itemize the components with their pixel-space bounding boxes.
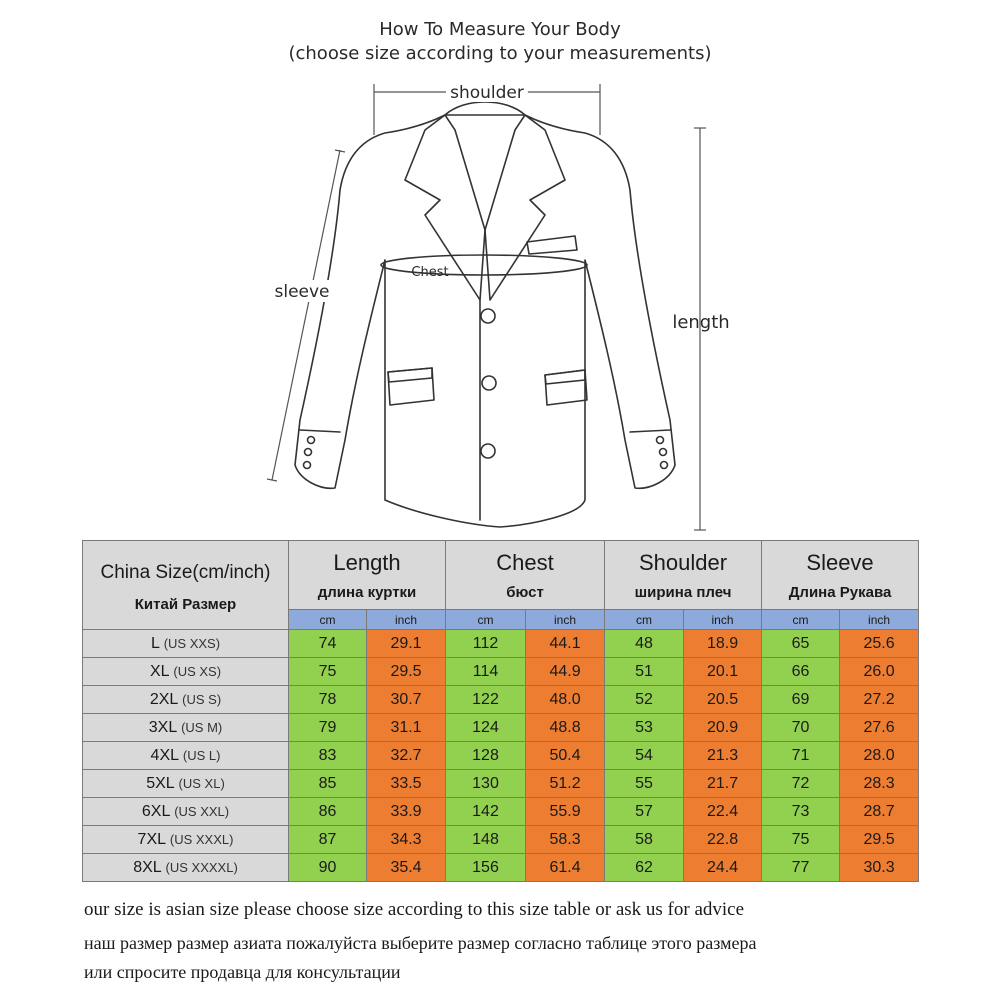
table-row <box>83 630 919 658</box>
inch-value-cell: 48.0 <box>526 686 605 714</box>
size-cell <box>83 742 289 770</box>
us-size-label: (US M) <box>181 719 223 735</box>
cm-value-cell: 78 <box>289 686 367 714</box>
cm-value-cell: 65 <box>762 630 840 658</box>
inch-value-cell: 28.0 <box>840 742 919 770</box>
inch-value-cell: 20.5 <box>684 686 762 714</box>
china-size-sublabel: Китай Размер <box>134 595 237 613</box>
inch-value-cell: 44.1 <box>526 630 605 658</box>
inch-value-cell: 24.4 <box>684 854 762 882</box>
cm-value-cell: 142 <box>446 798 526 826</box>
inch-value-cell: 29.1 <box>367 630 446 658</box>
table-row <box>83 798 919 826</box>
cm-value-cell: 70 <box>762 714 840 742</box>
cm-value-cell: 62 <box>605 854 684 882</box>
us-size-label: (US XXL) <box>174 803 230 819</box>
size-cell <box>83 798 289 826</box>
unit-cm: cm <box>605 610 684 630</box>
inch-value-cell: 29.5 <box>840 826 919 854</box>
size-label: XL <box>149 662 169 680</box>
cm-value-cell: 66 <box>762 658 840 686</box>
right-pocket <box>545 370 587 405</box>
cm-value-cell: 83 <box>289 742 367 770</box>
cm-value-cell: 85 <box>289 770 367 798</box>
cm-value-cell: 124 <box>446 714 526 742</box>
inch-value-cell: 18.9 <box>684 630 762 658</box>
size-label: 5XL <box>146 774 175 792</box>
table-row <box>83 658 919 686</box>
inch-value-cell: 26.0 <box>840 658 919 686</box>
jacket-outline <box>295 115 675 527</box>
inch-value-cell: 28.7 <box>840 798 919 826</box>
table-row <box>83 770 919 798</box>
length-label: length <box>672 312 730 333</box>
cm-value-cell: 77 <box>762 854 840 882</box>
inch-value-cell: 48.8 <box>526 714 605 742</box>
inch-value-cell: 22.4 <box>684 798 762 826</box>
cm-value-cell: 71 <box>762 742 840 770</box>
size-cell <box>83 854 289 882</box>
table-row <box>83 714 919 742</box>
cm-value-cell: 58 <box>605 826 684 854</box>
inch-value-cell: 32.7 <box>367 742 446 770</box>
cm-value-cell: 51 <box>605 658 684 686</box>
cm-value-cell: 75 <box>289 658 367 686</box>
inch-value-cell: 61.4 <box>526 854 605 882</box>
inch-value-cell: 30.7 <box>367 686 446 714</box>
note-russian-line-1: наш размер размер азиата пожалуйста выберите размер согласно таблице этого размера <box>84 933 757 953</box>
note-english: our size is asian size please choose size according to this size table or ask us for advice <box>84 899 745 920</box>
table-row <box>83 854 919 882</box>
inch-value-cell: 35.4 <box>367 854 446 882</box>
unit-inch: inch <box>684 610 762 630</box>
cm-value-cell: 73 <box>762 798 840 826</box>
size-cell <box>83 658 289 686</box>
left-cuff <box>300 430 340 432</box>
size-cell <box>83 826 289 854</box>
size-label: 3XL <box>148 718 177 736</box>
inch-value-cell: 29.5 <box>367 658 446 686</box>
us-size-label: (US XL) <box>178 775 225 791</box>
us-size-label: (US L) <box>182 747 221 763</box>
cm-value-cell: 69 <box>762 686 840 714</box>
size-label: 4XL <box>150 746 179 764</box>
left-pocket <box>388 368 434 405</box>
size-label: 2XL <box>149 690 178 708</box>
us-size-label: (US S) <box>182 691 222 707</box>
table-row <box>83 686 919 714</box>
size-table <box>82 540 919 882</box>
cm-value-cell: 128 <box>446 742 526 770</box>
table-row <box>83 826 919 854</box>
right-pocket-flap <box>545 370 585 384</box>
size-label: 8XL <box>133 858 162 876</box>
right-cuff <box>630 430 670 432</box>
cm-value-cell: 112 <box>446 630 526 658</box>
us-size-label: (US XXXL) <box>169 831 234 847</box>
us-size-label: (US XS) <box>173 663 222 679</box>
china-size-header <box>83 541 289 630</box>
inch-value-cell: 58.3 <box>526 826 605 854</box>
size-cell <box>83 770 289 798</box>
cm-value-cell: 54 <box>605 742 684 770</box>
length-header: Length длина куртки <box>289 541 446 610</box>
cm-value-cell: 156 <box>446 854 526 882</box>
cm-value-cell: 48 <box>605 630 684 658</box>
inch-value-cell: 33.5 <box>367 770 446 798</box>
unit-cm: cm <box>446 610 526 630</box>
unit-cm: cm <box>289 610 367 630</box>
inch-value-cell: 28.3 <box>840 770 919 798</box>
size-label: 6XL <box>141 802 170 820</box>
cm-value-cell: 87 <box>289 826 367 854</box>
unit-inch: inch <box>526 610 605 630</box>
cm-value-cell: 114 <box>446 658 526 686</box>
size-label: L <box>150 634 160 652</box>
inch-value-cell: 33.9 <box>367 798 446 826</box>
chest-label: Chest <box>411 265 449 280</box>
inch-value-cell: 44.9 <box>526 658 605 686</box>
note-russian-line-2: или спросите продавца для консультации <box>84 962 401 982</box>
cm-value-cell: 72 <box>762 770 840 798</box>
cm-value-cell: 53 <box>605 714 684 742</box>
inch-value-cell: 22.8 <box>684 826 762 854</box>
title-line-2: (choose size according to your measurements) <box>288 43 712 64</box>
cm-value-cell: 55 <box>605 770 684 798</box>
inch-value-cell: 21.7 <box>684 770 762 798</box>
inch-value-cell: 55.9 <box>526 798 605 826</box>
cm-value-cell: 52 <box>605 686 684 714</box>
breast-pocket <box>527 236 577 254</box>
inch-value-cell: 20.9 <box>684 714 762 742</box>
inch-value-cell: 21.3 <box>684 742 762 770</box>
unit-inch: inch <box>840 610 919 630</box>
button-2 <box>482 376 496 390</box>
inch-value-cell: 51.2 <box>526 770 605 798</box>
button-1 <box>481 309 495 323</box>
us-size-label: (US XXXXL) <box>165 859 238 875</box>
us-size-label: (US XXS) <box>163 635 221 651</box>
cm-value-cell: 122 <box>446 686 526 714</box>
inch-value-cell: 50.4 <box>526 742 605 770</box>
cm-value-cell: 130 <box>446 770 526 798</box>
collar <box>445 102 525 115</box>
cm-value-cell: 148 <box>446 826 526 854</box>
size-cell <box>83 630 289 658</box>
chest-header: Chest бюст <box>446 541 605 610</box>
button-3 <box>481 444 495 458</box>
title-line-1: How To Measure Your Body <box>379 19 621 40</box>
inch-value-cell: 20.1 <box>684 658 762 686</box>
cm-value-cell: 86 <box>289 798 367 826</box>
inch-value-cell: 27.6 <box>840 714 919 742</box>
cm-value-cell: 79 <box>289 714 367 742</box>
cm-value-cell: 75 <box>762 826 840 854</box>
inch-value-cell: 27.2 <box>840 686 919 714</box>
sleeve-header: Sleeve Длина Рукава <box>762 541 919 610</box>
unit-cm: cm <box>762 610 840 630</box>
cm-value-cell: 57 <box>605 798 684 826</box>
shoulder-label: shoulder <box>450 83 524 103</box>
inch-value-cell: 31.1 <box>367 714 446 742</box>
size-cell <box>83 714 289 742</box>
inch-value-cell: 25.6 <box>840 630 919 658</box>
unit-inch: inch <box>367 610 446 630</box>
cm-value-cell: 90 <box>289 854 367 882</box>
shoulder-header: Shoulder ширина плеч <box>605 541 762 610</box>
cm-value-cell: 74 <box>289 630 367 658</box>
left-pocket-flap <box>388 368 432 382</box>
table-row <box>83 742 919 770</box>
size-label: 7XL <box>137 830 166 848</box>
inch-value-cell: 34.3 <box>367 826 446 854</box>
sleeve-label: sleeve <box>274 282 330 302</box>
china-size-label: China Size(cm/inch) <box>100 561 271 583</box>
inch-value-cell: 30.3 <box>840 854 919 882</box>
size-cell <box>83 686 289 714</box>
